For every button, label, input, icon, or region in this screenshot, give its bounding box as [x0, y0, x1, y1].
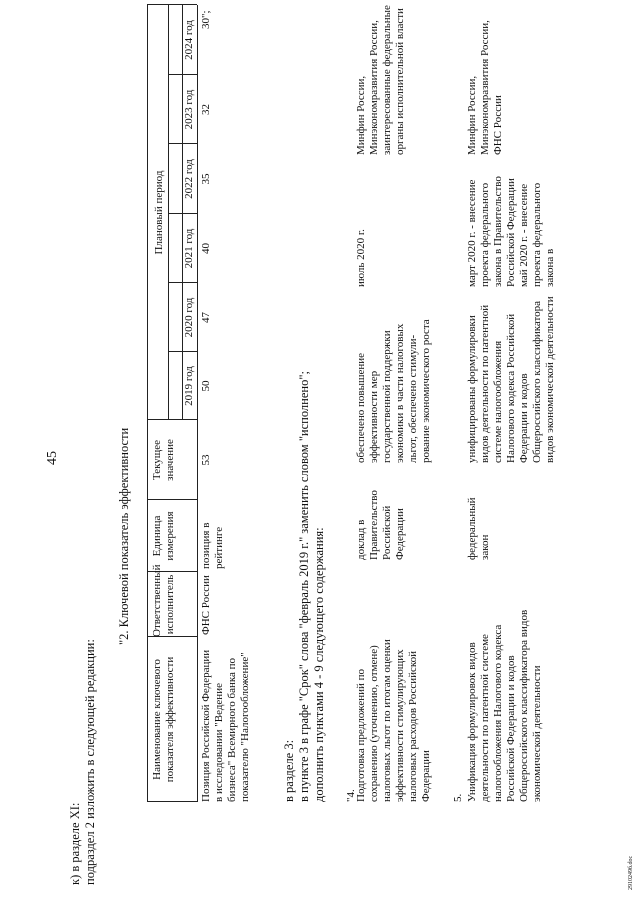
row-responsible: ФНС России: [200, 575, 212, 635]
item-result: унифицированы формулировки видов деятельности по патентной системе налогообложения Налогового кодекса Российской Федерации и кодов Общероссийского классификатора видов экономической деятельности: [466, 296, 556, 463]
header-year-2023: 2023 год: [183, 89, 195, 130]
row-unit: позиция в рейтинге: [200, 522, 225, 569]
header-year-2021: 2021 год: [183, 228, 195, 269]
item-deadline: март 2020 г. - внесение проекта федерального закона в Правительство Российской Федерации май 2020 г. - внесение проекта федерального закона в: [466, 176, 556, 287]
header-year-2020: 2020 год: [183, 297, 195, 338]
item-title: Унификация формулировок видов деятельности по патентной системе налогообложения Налогового кодекса Российской Федерации и кодов Общероссийского классификатора видов экономической деятельности: [466, 609, 543, 802]
header-responsible: Ответственный исполнитель: [151, 564, 176, 637]
row-value-2022: 35: [200, 173, 212, 185]
header-name: Наименование ключевого показателя эффективности: [151, 656, 176, 783]
header-current: Текущее значение: [151, 439, 176, 481]
item-number: "4.: [345, 789, 357, 802]
item-result: обеспечено повышение эффективности мер государственной поддержки экономики в части налоговых льгот, обеспечено стимули-рование экономического роста: [355, 319, 432, 463]
section3-line-1: в разделе 3:: [282, 739, 296, 802]
row-value-2019: 50: [200, 380, 212, 392]
item-form: доклад в Правительство Российской Федерации: [355, 490, 406, 560]
row-value-2023: 32: [200, 104, 212, 115]
row-name: Позиция Российской Федерации в исследовании "Ведение бизнеса" Всемирного банка по показателю "Налогообложение": [200, 649, 251, 802]
page-number: 45: [45, 451, 60, 465]
section3-line-2: в пункте 3 в графе "Срок" слова "февраль 2019 г." заменить словом "исполнено";: [297, 371, 311, 802]
header-planned-period: Плановый период: [153, 170, 165, 255]
item-deadline: июль 2020 г.: [355, 229, 367, 287]
intro-line-1: к) в разделе XI:: [68, 802, 82, 885]
item-responsible: Минфин России, Минэкономразвития России, заинтересованные федеральные органы исполнительной власти: [355, 5, 406, 155]
header-year-2019: 2019 год: [183, 366, 195, 406]
header-year-2022: 2022 год: [183, 159, 195, 199]
row-value-2021: 40: [200, 243, 212, 254]
item-form: федеральный закон: [466, 497, 491, 560]
intro-line-2: подраздел 2 изложить в следующей редакции:: [83, 639, 97, 885]
item-number: 5.: [452, 793, 464, 802]
item-title: Подготовка предложений по сохранению (уточнению, отмене) налоговых льгот по итогам оценки эффективности стимулирующих налоговых расходов Российской Федерации: [355, 639, 432, 802]
row-current: 53: [200, 454, 212, 466]
footer-file-name: 2910249б.doc: [628, 855, 634, 890]
header-unit: Единица измерения: [151, 511, 176, 561]
row-value-2024: 30";: [200, 10, 212, 29]
section3-line-3: дополнить пунктами 4 - 9 следующего содержания:: [312, 527, 326, 802]
row-value-2020: 47: [200, 312, 212, 323]
item-responsible: Минфин России, Минэкономразвития России, ФНС России: [466, 20, 504, 155]
section-title: "2. Ключевой показатель эффективности: [117, 427, 131, 645]
header-year-2024: 2024 год: [183, 20, 195, 60]
